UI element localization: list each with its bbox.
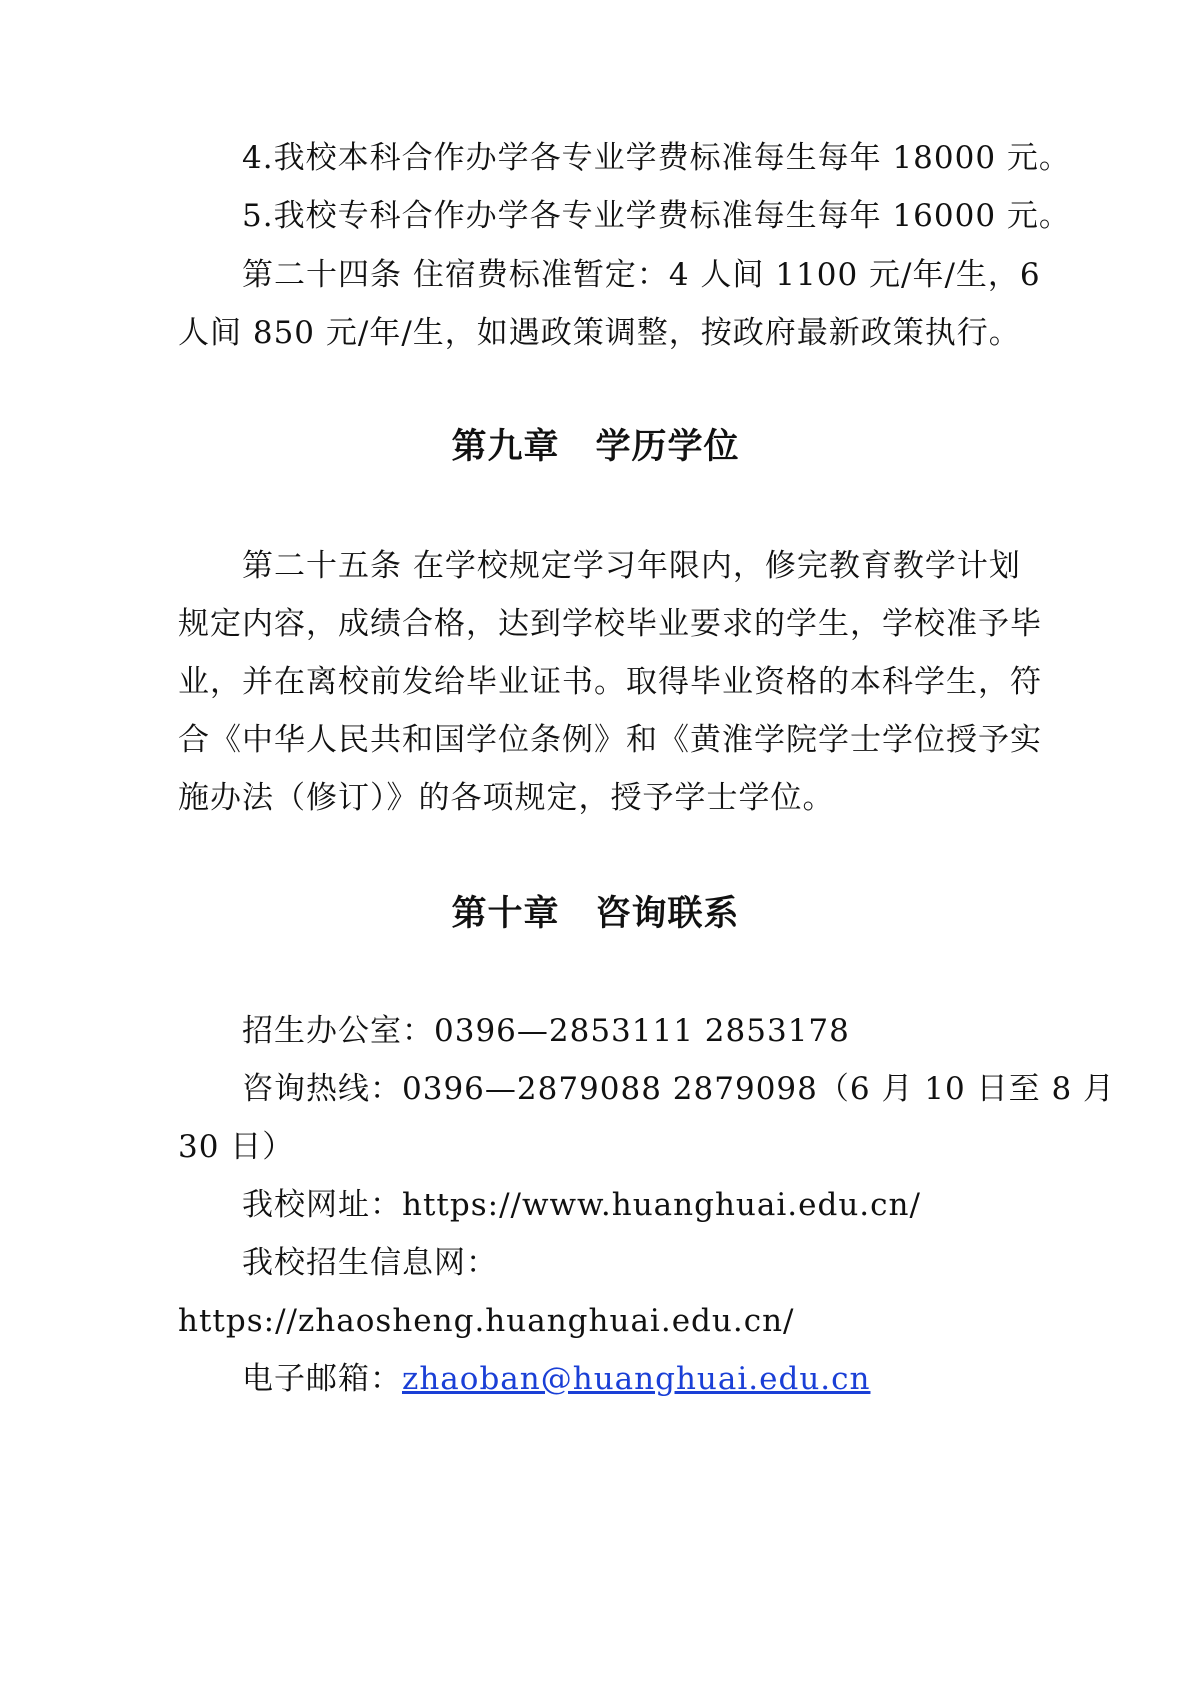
hotline-line-2: 30 日） xyxy=(178,1129,295,1165)
chapter-9-title: 学历学位 xyxy=(595,426,740,467)
article-25-line-1: 第二十五条 在学校规定学习年限内，修完教育教学计划 xyxy=(242,548,1021,584)
admissions-office-phone: 招生办公室：0396—2853111 2853178 xyxy=(242,1013,850,1049)
chapter-10-title: 咨询联系 xyxy=(595,893,740,934)
chapter-9-heading xyxy=(0,424,1191,470)
fee-item-5: 5.我校专科合作办学各专业学费标准每生每年 16000 元。 xyxy=(242,198,1071,234)
email-link[interactable]: zhaoban@huanghuai.edu.cn xyxy=(402,1361,871,1397)
chapter-10-number: 第十章 xyxy=(451,893,560,934)
email-label: 电子邮箱： xyxy=(242,1361,402,1397)
chapter-10-heading xyxy=(0,891,1191,937)
fee-item-4: 4.我校本科合作办学各专业学费标准每生每年 18000 元。 xyxy=(242,140,1071,176)
article-24-line-2: 人间 850 元/年/生，如遇政策调整，按政府最新政策执行。 xyxy=(178,315,1021,351)
hotline-line-1: 咨询热线：0396—2879088 2879098（6 月 10 日至 8 月 xyxy=(242,1071,1116,1107)
admissions-info-label: 我校招生信息网： xyxy=(242,1245,498,1281)
article-25-line-5: 施办法（修订）》的各项规定，授予学士学位。 xyxy=(178,780,835,816)
article-25-line-4: 合《中华人民共和国学位条例》和《黄淮学院学士学位授予实 xyxy=(178,722,1042,758)
article-24-line-1: 第二十四条 住宿费标准暂定：4 人间 1100 元/年/生，6 xyxy=(242,257,1041,293)
article-25-line-2: 规定内容，成绩合格，达到学校毕业要求的学生，学校准予毕 xyxy=(178,606,1042,642)
email-row xyxy=(242,1359,870,1399)
school-website: 我校网址：https://www.huanghuai.edu.cn/ xyxy=(242,1187,921,1223)
chapter-9-number: 第九章 xyxy=(451,426,560,467)
admissions-info-url: https://zhaosheng.huanghuai.edu.cn/ xyxy=(178,1303,795,1339)
article-25-line-3: 业，并在离校前发给毕业证书。取得毕业资格的本科学生，符 xyxy=(178,664,1042,700)
